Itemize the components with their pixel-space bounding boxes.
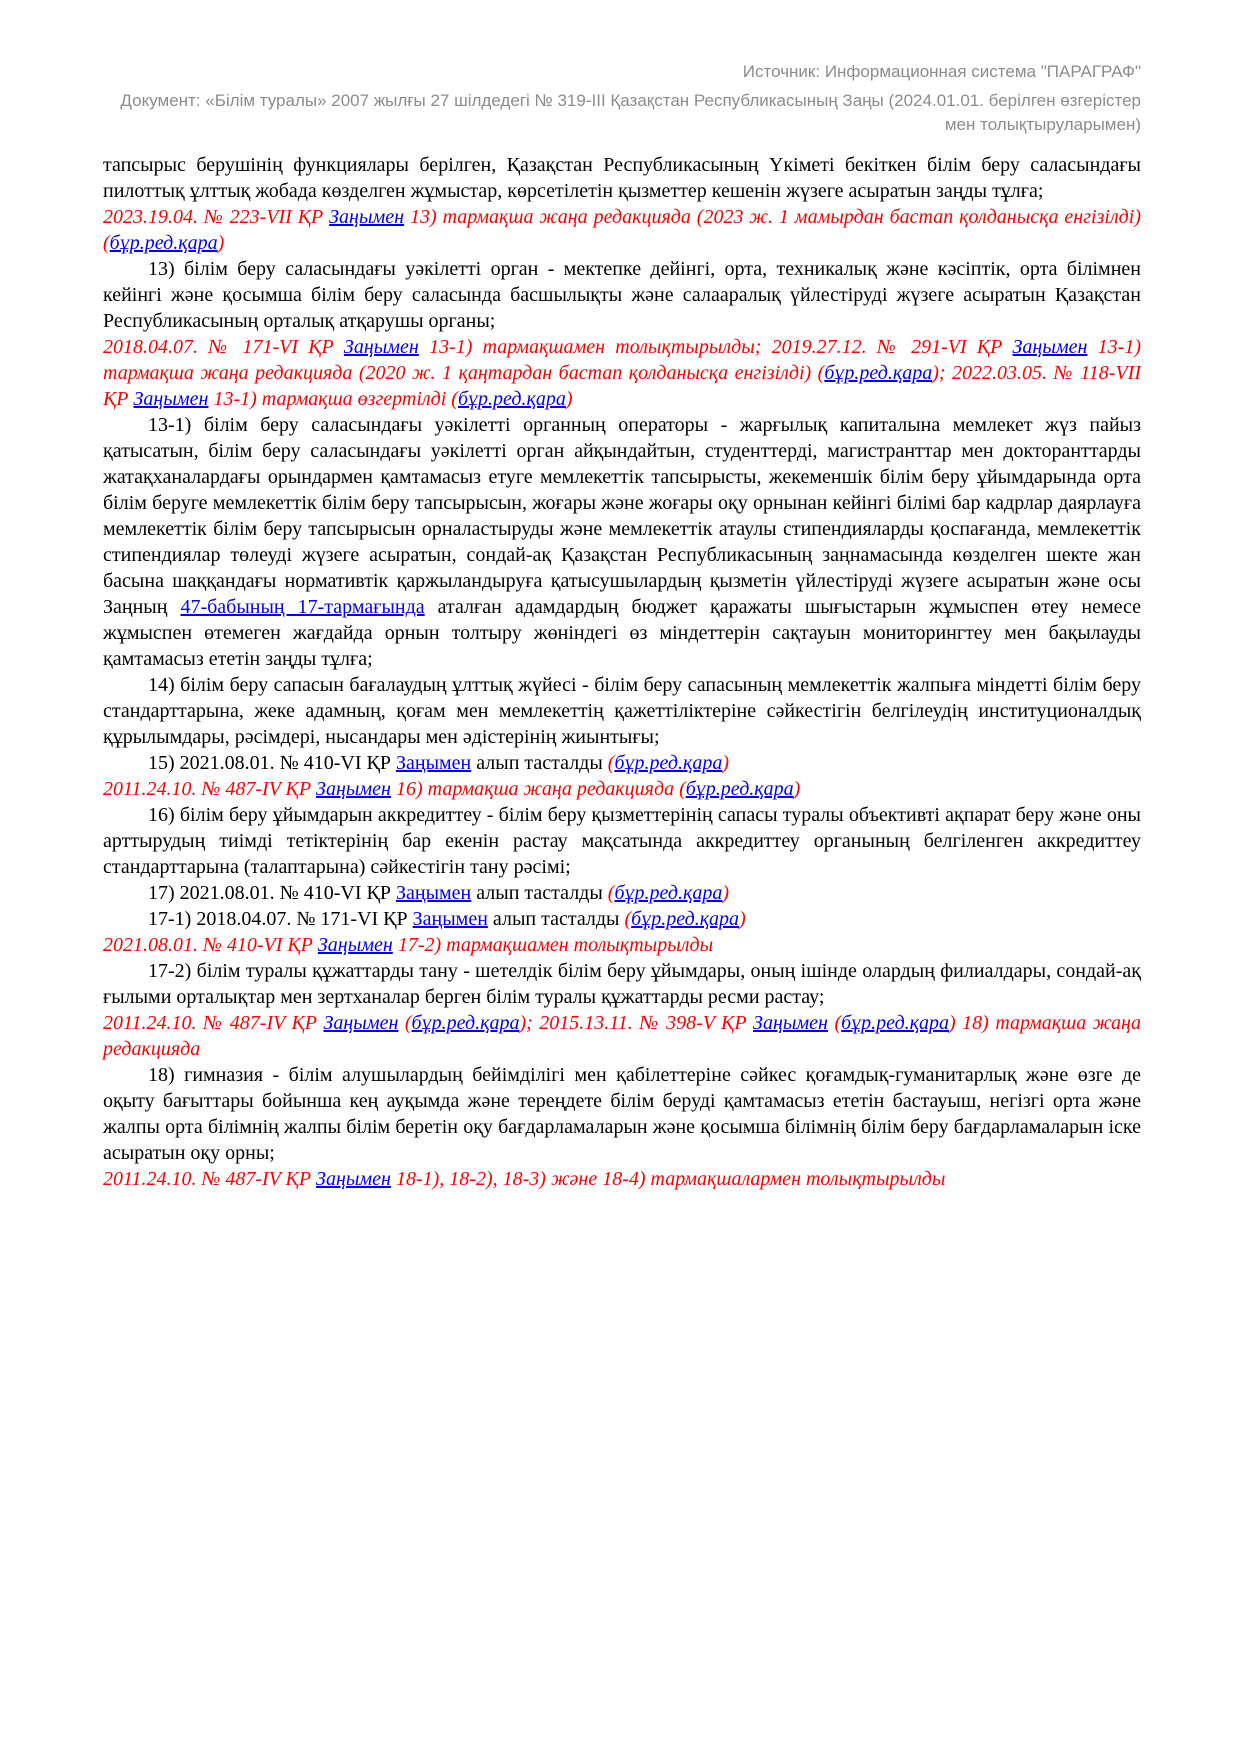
text-run: ( (607, 882, 615, 904)
text-run: 13-1) тармақшамен толықтырылды; 2019.27.12. № 291-VI ҚР (418, 336, 1013, 358)
text-run: 13-1) тармақша жаңа редакцияда (2020 ж. 1 қаңтардан бастап қолданысқа енгізілді) ( (103, 336, 1141, 384)
amendment-note-16 (103, 776, 1141, 802)
prev-edition-link[interactable]: бұр.ред.қара (457, 388, 566, 410)
text-run: 18) гимназия - білім алушылардың бейімділігі мен қабілеттеріне сәйкес қоғамдық-гуманитарлық және өзге де оқыту бағыттары бойынша кең ауқымда және тереңдете білім беруді қамтамасыз ететін бастауыш, негізгі орта және жалпы орта білімнің жалпы білім беретін оқу бағдарламаларын және қосымша білімнің білім беру бағдарламаларын іске асыратын оқу орны; (103, 1064, 1141, 1164)
paragraph-continuation (103, 152, 1141, 204)
law-link[interactable]: Заңымен (412, 908, 488, 930)
document-body (103, 152, 1141, 1192)
text-run: 14) білім беру сапасын бағалаудың ұлттық жүйесі - білім беру сапасының мемлекеттік жалпыға міндетті білім беру стандарттарына, жеке адамның, қоғам мен мемлекеттің қажеттіліктеріне сәйкестігін белгілеудің институционалдық құрылымдары, рәсімдері, нысандары мен әдістерінің жиынтығы; (103, 674, 1141, 748)
document-header (103, 60, 1141, 137)
text-run: ) (565, 388, 573, 410)
text-run: 17-2) тармақшамен толықтырылды (392, 934, 714, 956)
text-run: 17-1) 2018.04.07. № 171-VI ҚР (148, 908, 413, 930)
law-link[interactable]: Заңымен (395, 752, 472, 774)
law-link[interactable]: Заңымен (753, 1012, 828, 1034)
prev-edition-link[interactable]: бұр.ред.қара (685, 778, 794, 800)
prev-edition-link[interactable]: бұр.ред.қара (631, 908, 740, 930)
text-run: 2023.19.04. № 223-VII ҚР (103, 206, 330, 228)
text-run: 15) 2021.08.01. № 410-VI ҚР (148, 752, 396, 774)
text-run: 17-2) білім туралы құжаттарды тану - шетелдік білім беру ұйымдары, оның ішінде олардың филиалдары, сондай-ақ ғылыми орталықтар мен зертханалар берген білім туралы құжаттарды ресми растау; (103, 960, 1141, 1008)
text-run: 13-1) білім беру саласындағы уәкілетті органның операторы - жарғылық капиталына мемлекет жүз пайыз қатысатын, білім беру саласындағы уәкілетті орган айқындайтын, студенттерді, магистранттар мен докторанттарды жатақханалардағы орындармен қамтамасыз етуге мемлекеттік тапсырысты, жекеменшік білім беру ұйымдарында орта білім беруге мемлекеттік білім беру тапсырысын, жоғары және жоғары оқу орнынан кейінгі білімі бар кадрлар даярлауға мемлекеттік білім беру тапсырысын орналастыруды және мемлекеттік атаулы стипендияларды қоспағанда, мемлекеттік стипендиялар төлеуді жүзеге асыратын, сондай-ақ Қазақстан Республикасының заңнамасында көзделген шекте жан басына шаққандағы нормативтік қаржыландыруға қатысушылардың қызметін үйлестіруді жүзеге асыратын және осы Заңның (103, 414, 1141, 618)
law-link[interactable]: Заңымен (395, 882, 472, 904)
text-run: ) 18) тармақша жаңа редакцияда (103, 1012, 1141, 1060)
text-run: ); 2015.13.11. № 398-V ҚР (519, 1012, 754, 1034)
text-run: ( (624, 908, 632, 930)
amendment-note-17-2 (103, 932, 1141, 958)
prev-edition-link[interactable]: бұр.ред.қара (824, 362, 933, 384)
source-line: Источник: Информационная система "ПАРАГРАФ" (742, 62, 1141, 81)
text-run: ) (739, 908, 746, 930)
law-link[interactable]: Заңымен (133, 388, 209, 410)
paragraph-17-1 (103, 906, 1141, 932)
law-link[interactable]: Заңымен (343, 336, 419, 358)
text-run: 2021.08.01. № 410-VI ҚР (103, 934, 318, 956)
amendment-note-18-1-18-4 (103, 1166, 1141, 1192)
text-run: 2011.24.10. № 487-IV ҚР (103, 1168, 317, 1190)
text-run: 2011.24.10. № 487-IV ҚР (103, 1012, 324, 1034)
text-run: ) (722, 882, 730, 904)
text-run: 13) білім беру саласындағы уәкілетті орган - мектепке дейінгі, орта, техникалық және кәсіптік, орта білімнен кейінгі және қосымша білім беру саласында басшылықты және салааралық үйлестіруді жүзеге асыратын Қазақстан Республикасының орталық атқарушы органы; (103, 258, 1141, 332)
text-run: алып тасталды (471, 882, 608, 904)
amendment-note-13-1 (103, 334, 1141, 412)
paragraph-17-2 (103, 958, 1141, 1010)
text-run: ( (827, 1012, 842, 1034)
text-run: 2018.04.07. № 171-VI ҚР (103, 336, 344, 358)
prev-edition-link[interactable]: бұр.ред.қара (411, 1012, 520, 1034)
law-link[interactable]: Заңымен (329, 206, 405, 228)
paragraph-13 (103, 256, 1141, 334)
paragraph-13-1 (103, 412, 1141, 672)
law-link[interactable]: Заңымен (316, 778, 391, 800)
text-run: ) (217, 232, 225, 254)
text-run: 16) тармақша жаңа редакцияда ( (390, 778, 686, 800)
prev-edition-link[interactable]: бұр.ред.қара (614, 752, 723, 774)
text-run: 13) тармақша жаңа редакцияда (2023 ж. 1 мамырдан бастап қолданысқа енгізілді) ( (103, 206, 1141, 254)
paragraph-16 (103, 802, 1141, 880)
amendment-note-18 (103, 1010, 1141, 1062)
law-link[interactable]: Заңымен (323, 1012, 399, 1034)
text-run: алып тасталды (471, 752, 608, 774)
text-run: ( (607, 752, 615, 774)
text-run: тапсырыс берушінің функциялары берілген, Қазақстан Республикасының Үкіметі бекіткен білім беру саласындағы пилоттық ұлттық жобада көзделген жұмыстар, көрсетілетін қызметтер кешенін жүзеге асыратын заңды тұлға; (103, 154, 1141, 202)
text-run: аталған адамдардың бюджет қаражаты шығыстарын жұмыспен өтеу немесе жұмыспен өтемеген жағдайда орнын толтыру жөніндегі өз міндеттерін сақтауын мониторингтеу мен бақылауды қамтамасыз ететін заңды тұлға; (103, 596, 1141, 670)
text-run: 2011.24.10. № 487-IV ҚР (103, 778, 317, 800)
law-link[interactable]: Заңымен (1012, 336, 1088, 358)
text-run: ) (722, 752, 730, 774)
text-run: 16) білім беру ұйымдарын аккредиттеу - білім беру қызметтерінің сапасы туралы объективті ақпарат беру және оны арттырудың тиімді тетіктерінің бар екенін растау мақсатында аккредиттеу органының белгіленген аккредиттеу стандарттарына (талаптарына) сәйкестігін тану рәсімі; (103, 804, 1141, 878)
prev-edition-link[interactable]: бұр.ред.қара (841, 1012, 950, 1034)
text-run: 18-1), 18-2), 18-3) және 18-4) тармақшалармен толықтырылды (390, 1168, 946, 1190)
prev-edition-link[interactable]: бұр.ред.қара (614, 882, 723, 904)
law-link[interactable]: Заңымен (316, 1168, 391, 1190)
paragraph-15 (103, 750, 1141, 776)
paragraph-17 (103, 880, 1141, 906)
law-link[interactable]: Заңымен (317, 934, 393, 956)
text-run: ) (793, 778, 801, 800)
article-ref-link[interactable]: 47-бабының 17-тармағында (180, 596, 425, 618)
text-run: 13-1) тармақша өзгертілді ( (208, 388, 458, 410)
text-run: алып тасталды (487, 908, 625, 930)
text-run: ( (398, 1012, 412, 1034)
paragraph-14 (103, 672, 1141, 750)
document-title-line: Документ: «Білім туралы» 2007 жылғы 27 шілдедегі № 319-III Қазақстан Республикасының Заңы (2024.01.01. берілген өзгерістер мен толықтыруларымен) (120, 91, 1141, 134)
prev-edition-link[interactable]: бұр.ред.қара (109, 232, 218, 254)
text-run: ); 2022.03.05. № 118-VII ҚР (103, 362, 1141, 410)
amendment-note-13 (103, 204, 1141, 256)
paragraph-18 (103, 1062, 1141, 1166)
text-run: 17) 2021.08.01. № 410-VI ҚР (148, 882, 396, 904)
